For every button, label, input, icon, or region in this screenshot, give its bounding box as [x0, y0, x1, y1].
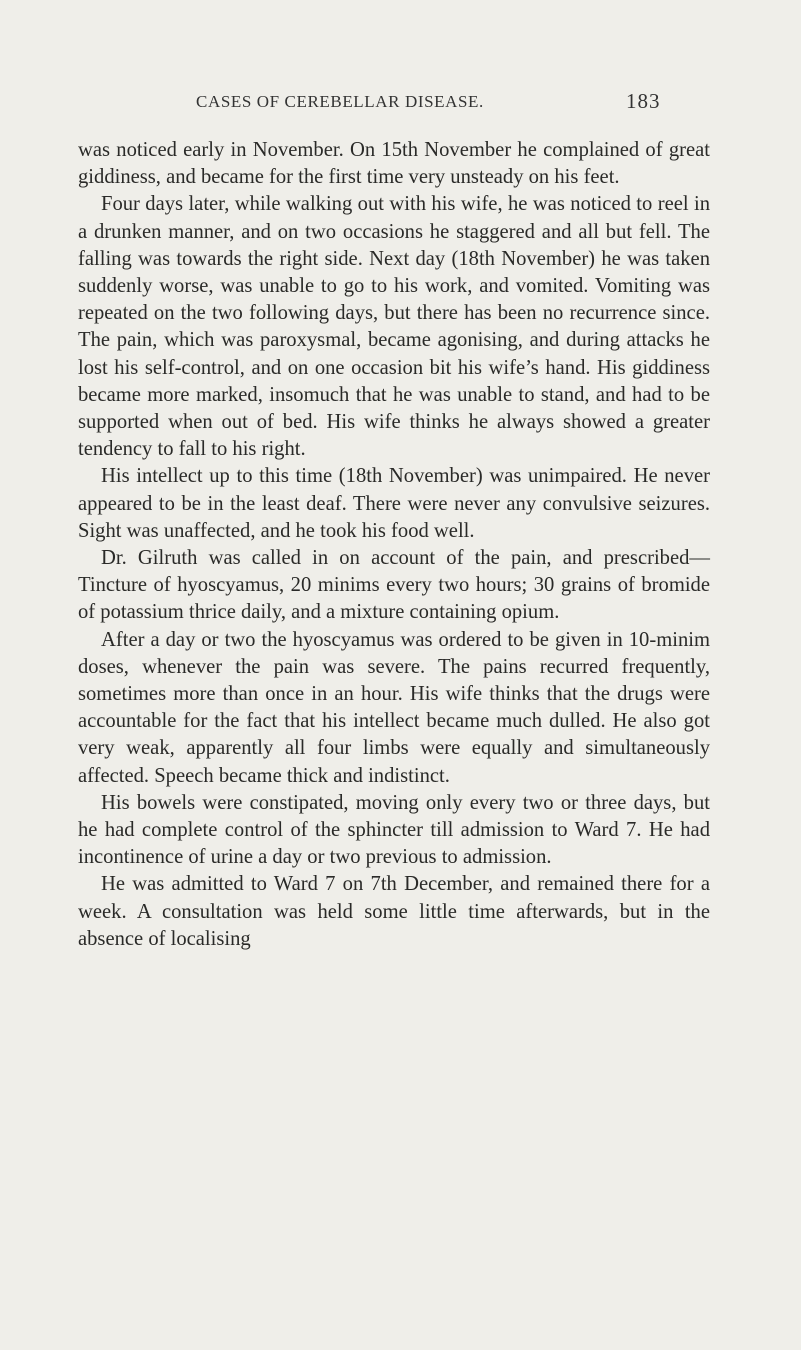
paragraph: After a day or two the hyoscyamus was ordered to be given in 10-minim doses, whenever the pain was severe. The pains recurred frequently, sometimes more than once in an hour. His wife thinks that the drugs were accountable for the fact that his intellect became much dulled. He also got very weak, apparently all four limbs were equally and simultaneously affected. Speech became thick and indistinct. — [78, 628, 710, 787]
paragraph: His intellect up to this time (18th November) was unimpaired. He never appeared to be in the least deaf. There were never any convulsive seizures. Sight was unaffected, and he took his food well. — [78, 465, 710, 542]
paragraph: His bowels were constipated, moving only every two or three days, but he had complete control of the sphincter till admission to Ward 7. He had incontinence of urine a day or two previous to admission. — [78, 791, 710, 869]
running-head: CASES OF CEREBELLAR DISEASE. — [196, 92, 484, 111]
body-text — [78, 137, 710, 953]
page-number: 183 — [626, 89, 661, 113]
paragraph: He was admitted to Ward 7 on 7th December, and remained there for a week. A consultation was held some little time afterwards, but in the absence of localising — [78, 873, 710, 950]
paragraph: Dr. Gilruth was called in on account of the pain, and prescribed—Tincture of hyoscyamus, 20 minims every two hours; 30 grains of bromide of potassium thrice daily, and a mixture containing opium. — [78, 547, 710, 624]
paragraph: Four days later, while walking out with his wife, he was noticed to reel in a drunken manner, and on two occasions he staggered and all but fell. The falling was towards the right side. Next day (18th November) he was taken suddenly worse, was unable to go to his work, and vomited. Vomiting was repeated on the two following days, but there has been no recurrence since. The pain, which was paroxysmal, became agonising, and during attacks he lost his self-control, and on one occasion bit his wife’s hand. His giddiness became more marked, insomuch that he was unable to stand, and had to be supported when out of bed. His wife thinks he always showed a greater tendency to fall to his right. — [78, 193, 710, 461]
paragraph: was noticed early in November. On 15th November he complained of great giddiness, and became for the first time very unsteady on his feet. — [78, 139, 710, 189]
